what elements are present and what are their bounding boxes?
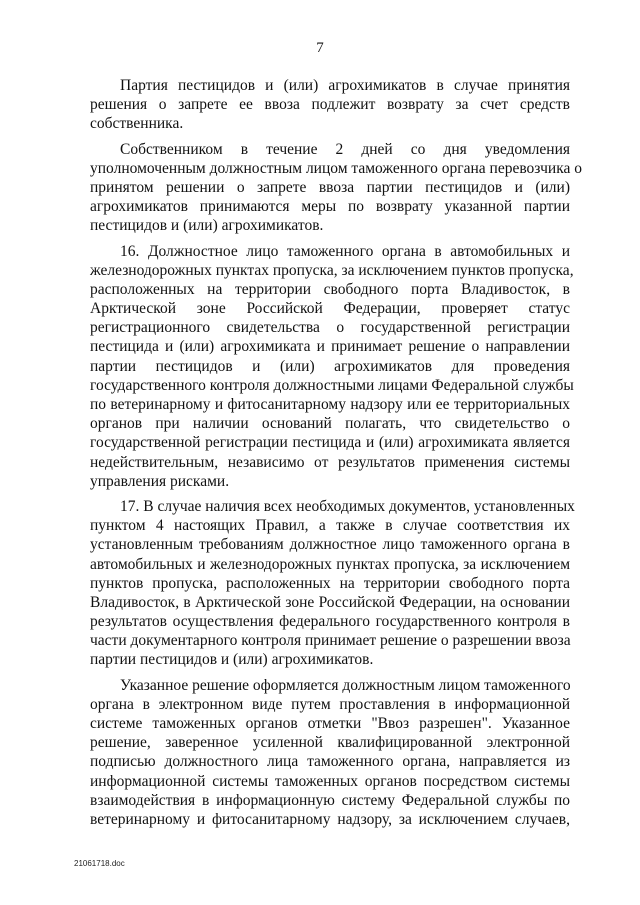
text-line: части документарного контроля принимает решение о разрешении ввоза: [90, 632, 571, 650]
text-line: партии пестицидов и (или) агрохимикатов для проведения: [90, 357, 570, 375]
text-line: 17. В случае наличия всех необходимых документов, установленных: [120, 497, 575, 515]
text-line: системе таможенных органов отметки "Ввоз разрешен". Указанное: [90, 715, 570, 732]
text-line: взаимодействия в информационную систему Федеральной службы по: [90, 791, 570, 809]
paragraph: [90, 497, 575, 670]
text-line: Арктической зоне Российской Федерации, проверяет статус: [90, 300, 570, 318]
text-line: ветеринарному и фитосанитарному надзору, за исключением случаев,: [90, 810, 570, 828]
text-line: органа в электронном виде путем проставления в информационной: [90, 695, 570, 713]
text-line: принятом решении о запрете ввоза партии пестицидов и (или): [90, 178, 570, 196]
footer-file-name: 21061718.doc: [74, 859, 125, 868]
paragraph: [90, 242, 574, 491]
text-line: управления рисками.: [90, 472, 230, 490]
text-line: Партия пестицидов и (или) агрохимикатов в случае принятия: [120, 77, 570, 94]
text-line: решения о запрете ее ввоза подлежит возврату за счет средств: [90, 96, 570, 114]
paragraph: [90, 76, 570, 134]
paragraph: [90, 140, 583, 236]
text-line: пестицида и (или) агрохимиката и принимает решение о направлении: [90, 338, 570, 356]
document-body: [90, 76, 583, 829]
text-line: 16. Должностное лицо таможенного органа в автомобильных и: [120, 242, 570, 260]
text-line: подписью должностного лица таможенного органа, направляется из: [90, 753, 570, 771]
text-line: расположенных на территории свободного порта Владивосток, в: [90, 280, 570, 298]
text-line: решение, заверенное усиленной квалифицированной электронной: [90, 734, 570, 752]
text-line: уполномоченным должностным лицом таможенного органа перевозчика о: [90, 159, 583, 177]
text-line: агрохимикатов принимаются меры по возврату указанной партии: [90, 198, 570, 216]
text-line: Указанное решение оформляется должностным лицом таможенного: [120, 676, 571, 694]
text-line: государственного контроля должностными лицами Федеральной службы: [90, 376, 574, 394]
text-line: собственника.: [90, 115, 184, 133]
text-line: органов при наличии оснований полагать, что свидетельство о: [90, 415, 570, 433]
text-line: Владивосток, в Арктической зоне Российской Федерации, на основании: [90, 593, 570, 611]
text-line: недействительным, независимо от результатов применения системы: [90, 453, 570, 471]
text-line: результатов осуществления федерального государственного контроля в: [90, 613, 570, 631]
text-line: железнодорожных пунктах пропуска, за исключением пунктов пропуска,: [90, 261, 574, 279]
page-number: 7: [316, 40, 324, 56]
text-line: информационной системы таможенных органов посредством системы: [90, 772, 570, 790]
text-line: установленным требованиям должностное лицо таможенного органа в: [90, 536, 570, 554]
text-line: пунктов пропуска, расположенных на территории свободного порта: [90, 574, 570, 592]
text-line: Собственником в течение 2 дней со дня уведомления: [120, 140, 570, 158]
text-line: пунктом 4 настоящих Правил, а также в случае соответствия их: [90, 517, 570, 535]
text-line: государственной регистрации пестицида и (или) агрохимиката является: [90, 434, 570, 452]
text-line: пестицидов и (или) агрохимикатов.: [90, 217, 324, 235]
text-line: регистрационного свидетельства о государственной регистрации: [90, 319, 570, 337]
text-line: автомобильных и железнодорожных пунктах пропуска, за исключением: [90, 555, 570, 573]
text-line: по ветеринарному и фитосанитарному надзору или ее территориальных: [90, 396, 570, 413]
paragraph: [90, 676, 570, 830]
text-line: партии пестицидов и (или) агрохимикатов.: [90, 651, 374, 669]
